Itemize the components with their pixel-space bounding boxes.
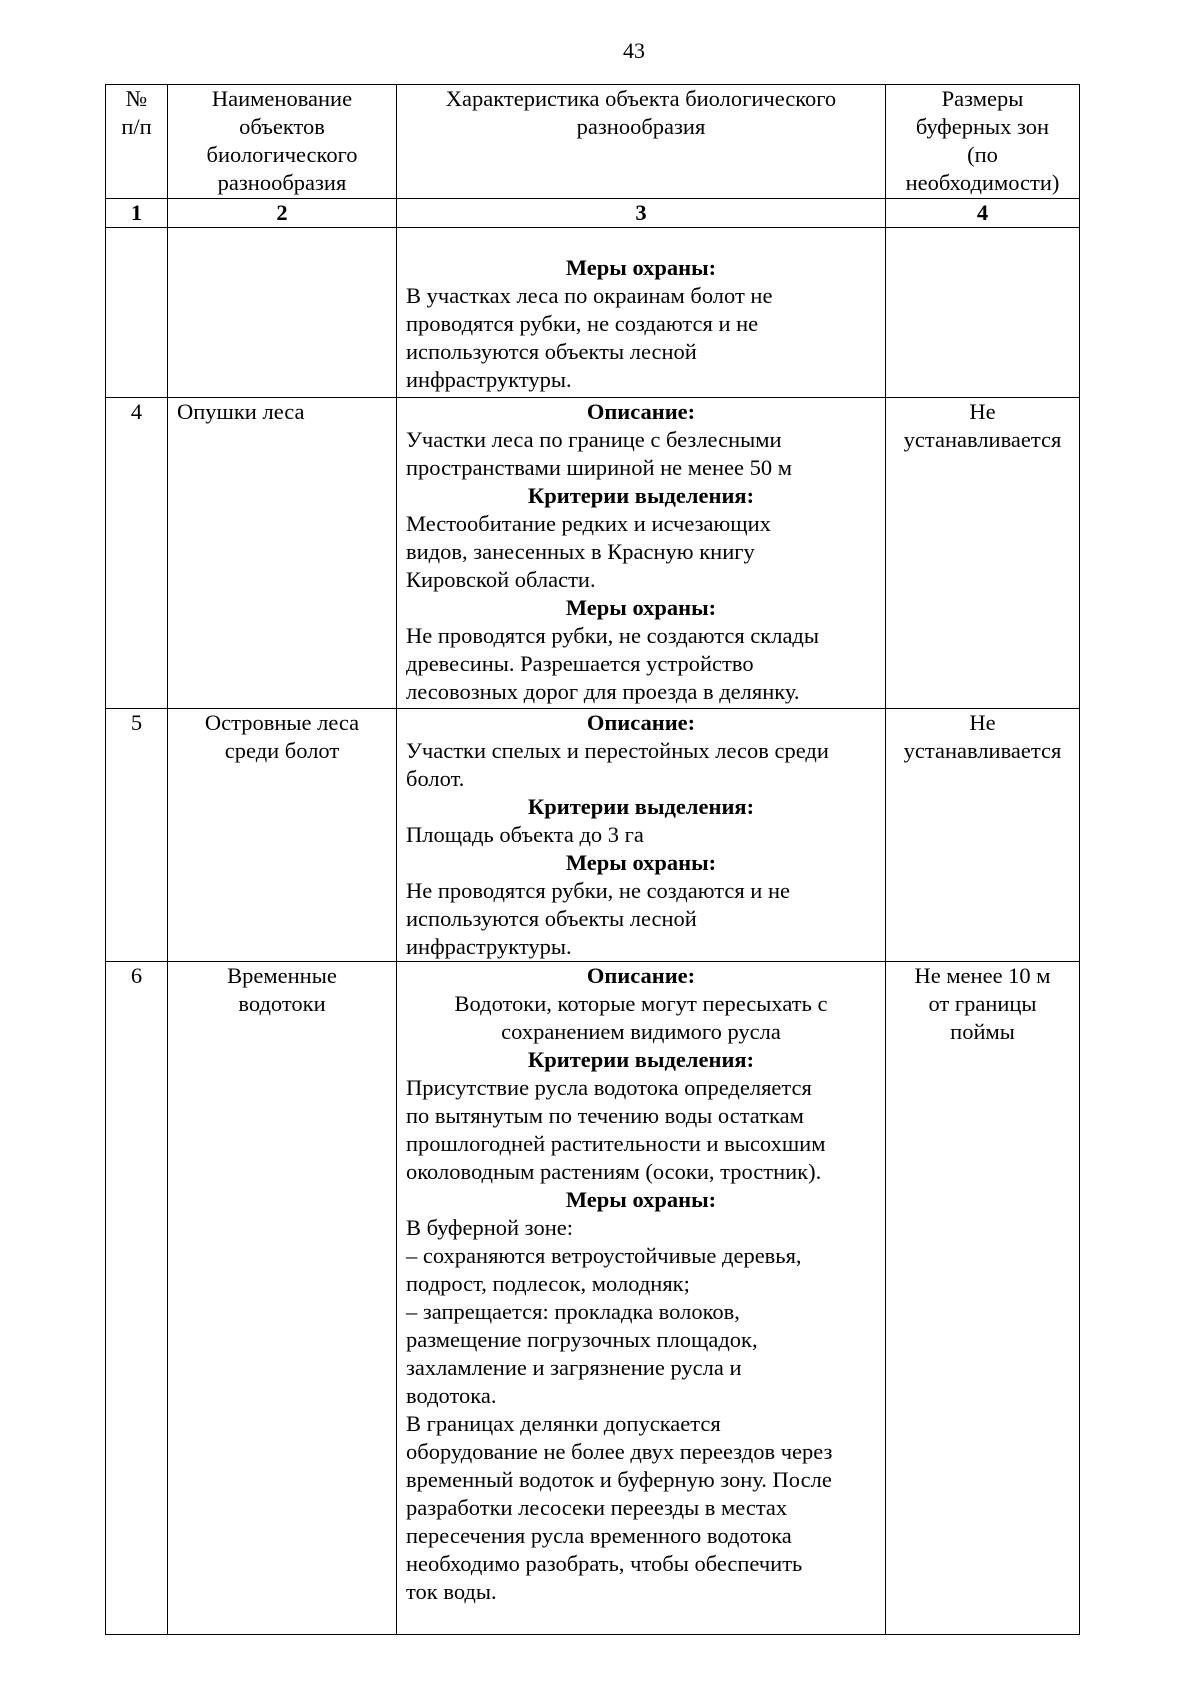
description-heading: Описание: (586, 963, 696, 988)
criteria-heading: Критерии выделения: (527, 483, 755, 508)
measures-line: водотока. (406, 1383, 497, 1408)
description-line: Участки спелых и перестойных лесов среди (406, 738, 829, 763)
criteria-line: по вытянутым по течению воды остаткам (406, 1103, 804, 1128)
criteria-line: Площадь объекта до 3 га (406, 822, 644, 847)
header-number-cell (106, 85, 168, 199)
measures-heading: Меры охраны: (565, 1187, 717, 1212)
measures-line: древесины. Разрешается устройство (406, 651, 754, 676)
biodiversity-table (105, 84, 1080, 1635)
measures-heading: Меры охраны: (565, 595, 717, 620)
column-number: 2 (168, 199, 397, 228)
column-number: 1 (106, 199, 168, 228)
criteria-line: околоводным растениям (осоки, тростник). (406, 1159, 822, 1184)
table-row (106, 398, 1080, 709)
row-characteristic-cell (397, 709, 886, 962)
measures-line: В участках леса по окраинам болот не (406, 283, 773, 308)
buffer-text: устанавливается (903, 427, 1062, 452)
row-name: Временные (227, 963, 337, 988)
row-characteristic-cell (397, 228, 886, 398)
measures-line: подрост, подлесок, молодняк; (406, 1271, 690, 1296)
criteria-line: Присутствие русла водотока определяется (406, 1075, 812, 1100)
measures-line: Не проводятся рубки, не создаются склады (406, 623, 819, 648)
buffer-text: устанавливается (903, 738, 1062, 763)
measures-line: лесовозных дорог для проезда в делянку. (406, 679, 800, 704)
row-buffer-cell (886, 398, 1080, 709)
criteria-line: прошлогодней растительности и высохшим (406, 1131, 826, 1156)
criteria-line: Местообитание редких и исчезающих (406, 511, 771, 536)
header-text: разнообразия (576, 114, 706, 139)
header-text: (по (967, 142, 998, 167)
row-buffer-cell (886, 962, 1080, 1635)
measures-line: пересечения русла временного водотока (406, 1523, 792, 1548)
measures-line: ток воды. (406, 1579, 497, 1604)
header-text: буферных зон (915, 114, 1050, 139)
measures-line: оборудование не более двух переездов через (406, 1439, 833, 1464)
measures-line: – запрещается: прокладка волоков, (406, 1299, 740, 1324)
row-name-cell (168, 709, 397, 962)
header-name-cell (168, 85, 397, 199)
row-buffer-cell (886, 228, 1080, 398)
measures-line: проводятся рубки, не создаются и не (406, 311, 759, 336)
page-number: 43 (623, 38, 645, 63)
measures-line: захламление и загрязнение русла и (406, 1355, 742, 1380)
criteria-heading: Критерии выделения: (527, 1047, 755, 1072)
header-text: Размеры (941, 86, 1024, 111)
table-header-row (106, 85, 1080, 199)
header-text: объектов (239, 114, 325, 139)
header-text: Характеристика объекта биологического (445, 86, 837, 111)
buffer-text: Не (969, 399, 996, 424)
header-text: № (125, 86, 148, 111)
table-row (106, 228, 1080, 398)
row-name: водотоки (238, 991, 326, 1016)
measures-heading: Меры охраны: (565, 850, 717, 875)
table-row (106, 962, 1080, 1635)
description-line: Участки леса по границе с безлесными (406, 427, 782, 452)
buffer-text: Не менее 10 м (914, 963, 1051, 988)
measures-line: инфраструктуры. (406, 934, 572, 959)
buffer-text: от границы (928, 991, 1037, 1016)
column-number: 3 (397, 199, 886, 228)
row-number-cell: 5 (106, 709, 168, 962)
measures-line: В буферной зоне: (406, 1215, 573, 1240)
criteria-line: видов, занесенных в Красную книгу (406, 539, 755, 564)
description-line: Водотоки, которые могут пересыхать с (454, 991, 828, 1016)
measures-line: используются объекты лесной (406, 339, 697, 364)
measures-line: разработки лесосеки переезды в местах (406, 1495, 788, 1520)
row-name: Островные леса (204, 710, 360, 735)
measures-line: Не проводятся рубки, не создаются и не (406, 878, 790, 903)
description-line: болот. (406, 766, 465, 791)
description-heading: Описание: (586, 399, 696, 424)
column-number: 4 (886, 199, 1080, 228)
header-buffer-cell (886, 85, 1080, 199)
header-text: п/п (121, 114, 152, 139)
row-buffer-cell (886, 709, 1080, 962)
measures-line: инфраструктуры. (406, 367, 572, 392)
description-line: пространствами шириной не менее 50 м (406, 455, 793, 480)
measures-heading: Меры охраны: (565, 255, 717, 280)
table-row (106, 709, 1080, 962)
criteria-heading: Критерии выделения: (527, 794, 755, 819)
header-characteristic-cell (397, 85, 886, 199)
measures-line: – сохраняются ветроустойчивые деревья, (406, 1243, 802, 1268)
column-number-row (106, 199, 1080, 228)
measures-line: В границах делянки допускается (406, 1411, 721, 1436)
row-number-cell: 4 (106, 398, 168, 709)
description-line: сохранением видимого русла (501, 1019, 781, 1044)
row-characteristic-cell (397, 962, 886, 1635)
row-name: среди болот (224, 738, 340, 763)
buffer-text: поймы (950, 1019, 1015, 1044)
row-name: Опушки леса (177, 399, 305, 424)
measures-line: временный водоток и буферную зону. После (406, 1467, 832, 1492)
row-name-cell (168, 398, 397, 709)
criteria-line: Кировской области. (406, 567, 596, 592)
measures-line: необходимо разобрать, чтобы обеспечить (406, 1551, 803, 1576)
row-number-cell: 6 (106, 962, 168, 1635)
header-text: необходимости) (905, 170, 1060, 195)
description-heading: Описание: (586, 710, 696, 735)
measures-line: размещение погрузочных площадок, (406, 1327, 758, 1352)
buffer-text: Не (969, 710, 996, 735)
row-number-cell (106, 228, 168, 398)
header-text: разнообразия (217, 170, 347, 195)
header-text: Наименование (211, 86, 353, 111)
measures-line: используются объекты лесной (406, 906, 697, 931)
header-text: биологического (206, 142, 358, 167)
row-name-cell (168, 962, 397, 1635)
row-characteristic-cell (397, 398, 886, 709)
row-name-cell (168, 228, 397, 398)
